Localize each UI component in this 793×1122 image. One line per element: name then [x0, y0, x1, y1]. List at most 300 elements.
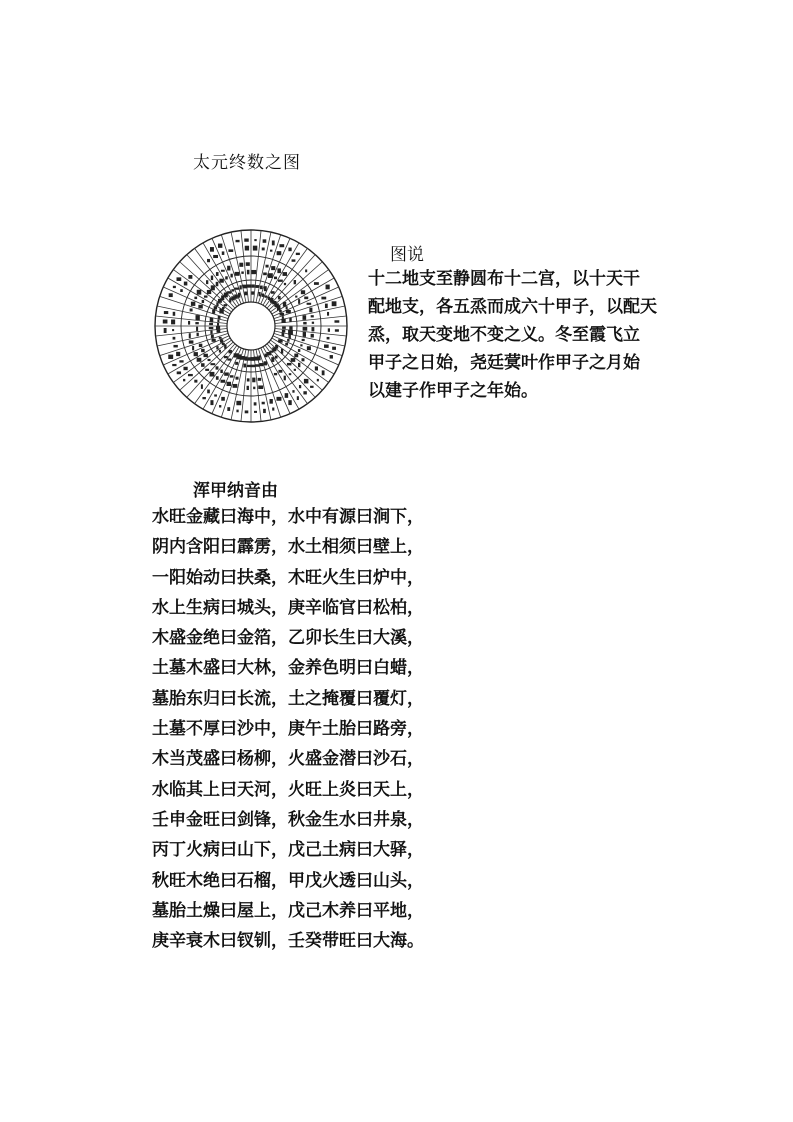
- diagram-glyph-mark: [264, 354, 267, 358]
- diagram-glyph-mark: [277, 268, 281, 273]
- diagram-glyph-mark: [227, 358, 231, 360]
- diagram-glyph-mark: [210, 331, 212, 334]
- diagram-glyph-mark: [285, 393, 288, 398]
- diagram-glyph-mark: [216, 366, 219, 369]
- diagram-glyph-mark: [262, 402, 265, 405]
- diagram-glyph-mark: [263, 239, 267, 242]
- diagram-glyph-mark: [259, 363, 263, 366]
- diagram-glyph-mark: [216, 282, 219, 286]
- diagram-glyph-mark: [197, 358, 202, 362]
- diagram-spoke: [203, 243, 239, 305]
- diagram-glyph-mark: [317, 379, 319, 381]
- diagram-glyph-mark: [230, 274, 232, 278]
- diagram-spoke: [267, 344, 315, 398]
- diagram-glyph-mark: [292, 390, 294, 393]
- diagram-glyph-mark: [279, 244, 284, 247]
- diagram-glyph-mark: [224, 304, 227, 306]
- diagram-glyph-mark: [299, 385, 301, 388]
- diagram-glyph-mark: [235, 362, 238, 365]
- diagram-glyph-mark: [307, 346, 311, 350]
- diagram-glyph-mark: [301, 290, 305, 294]
- diagram-glyph-mark: [303, 315, 307, 320]
- diagram-glyph-mark: [294, 280, 296, 284]
- diagram-glyph-mark: [282, 316, 284, 319]
- diagram-glyph-mark: [240, 285, 242, 289]
- diagram-glyph-mark: [275, 356, 278, 359]
- diagram-glyph-mark: [277, 306, 281, 311]
- diagram-glyph-mark: [231, 289, 234, 291]
- diagram-glyph-mark: [280, 313, 285, 316]
- diagram-glyph-mark: [289, 326, 292, 330]
- diagram-glyph-mark: [216, 346, 218, 349]
- diagram-glyph-mark: [258, 385, 263, 389]
- diagram-glyph-mark: [311, 315, 314, 317]
- diagram-glyph-mark: [234, 294, 238, 298]
- diagram-glyph-mark: [288, 248, 291, 252]
- verse-line: 秋旺木绝曰石榴，甲戊火透曰山头，: [152, 870, 424, 891]
- diagram-glyph-mark: [312, 322, 314, 324]
- diagram-glyph-mark: [207, 259, 210, 262]
- diagram-glyph-mark: [260, 286, 263, 290]
- diagram-glyph-mark: [262, 293, 265, 296]
- diagram-glyph-mark: [208, 359, 211, 361]
- verse-line: 土墓木盛曰大林，金养色明曰白蜡，: [152, 658, 424, 679]
- diagram-glyph-mark: [211, 335, 214, 338]
- diagram-glyph-mark: [281, 349, 283, 354]
- diagram-glyph-mark: [235, 377, 238, 380]
- diagram-glyph-mark: [291, 358, 296, 362]
- diagram-glyph-mark: [222, 343, 225, 345]
- verse-line: 木当茂盛曰杨柳，火盛金潜曰沙石，: [152, 749, 424, 770]
- diagram-spoke: [180, 342, 234, 390]
- diagram-glyph-mark: [194, 380, 197, 383]
- diagram-glyph-mark: [282, 327, 286, 329]
- diagram-glyph-mark: [224, 372, 229, 375]
- diagram-glyph-mark: [304, 297, 308, 300]
- diagram-glyph-mark: [189, 333, 191, 338]
- diagram-glyph-mark: [241, 271, 243, 273]
- diagram-spoke: [258, 349, 280, 417]
- diagram-glyph-mark: [258, 292, 260, 296]
- diagram-glyph-mark: [289, 373, 291, 375]
- twelve-palace-circle-diagram-icon: [146, 228, 356, 428]
- diagram-spoke: [254, 231, 262, 303]
- caption-line: 以建子作甲子之年始。: [368, 381, 538, 401]
- diagram-glyph-mark: [327, 337, 330, 340]
- diagram-glyph-mark: [262, 248, 265, 251]
- diagram-glyph-mark: [284, 283, 286, 285]
- diagram-glyph-mark: [335, 329, 339, 331]
- diagram-glyph-mark: [219, 405, 221, 407]
- diagram-glyph-mark: [297, 396, 299, 400]
- caption-line: 配地支，各五烝而成六十甲子，以配天: [368, 297, 657, 317]
- diagram-glyph-mark: [221, 380, 226, 383]
- diagram-glyph-mark: [288, 334, 290, 338]
- diagram-glyph-mark: [284, 376, 286, 381]
- diagram-glyph-mark: [287, 339, 289, 342]
- diagram-glyph-mark: [332, 301, 337, 306]
- diagram-glyph-mark: [251, 270, 256, 274]
- diagram-glyph-mark: [272, 408, 274, 411]
- diagram-glyph-mark: [244, 238, 248, 241]
- diagram-glyph-mark: [271, 357, 274, 362]
- diagram-glyph-mark: [254, 411, 257, 413]
- diagram-glyph-mark: [294, 369, 296, 371]
- diagram-glyph-mark: [245, 410, 249, 413]
- diagram-glyph-mark: [300, 344, 302, 346]
- diagram-glyph-mark: [304, 379, 308, 384]
- diagram-glyph-mark: [274, 373, 277, 375]
- diagram-glyph-mark: [222, 251, 225, 255]
- diagram-glyph-mark: [328, 328, 330, 331]
- diagram-glyph-mark: [210, 400, 213, 405]
- diagram-spoke: [187, 344, 235, 398]
- diagram-glyph-mark: [315, 366, 318, 370]
- diagram-glyph-mark: [189, 340, 194, 343]
- diagram-glyph-mark: [326, 285, 330, 290]
- diagram-glyph-mark: [303, 332, 306, 337]
- diagram-glyph-mark: [183, 367, 187, 370]
- diagram-glyph-mark: [244, 292, 247, 296]
- diagram-glyph-mark: [238, 293, 240, 298]
- diagram-glyph-mark: [265, 295, 268, 297]
- diagram-glyph-mark: [277, 251, 282, 255]
- diagram-glyph-mark: [224, 345, 226, 349]
- caption-line: 烝，取天变地不变之义。冬至霞飞立: [368, 325, 640, 345]
- diagram-glyph-mark: [195, 322, 198, 324]
- diagram-glyph-mark: [219, 350, 221, 353]
- verse-line: 丙丁火病曰山下，戊己土病曰大驿，: [152, 840, 424, 861]
- verse-line: 阴内含阳曰霹雳，水土相须曰壁上，: [152, 537, 424, 558]
- diagram-glyph-mark: [288, 330, 293, 335]
- diagram-glyph-mark: [183, 379, 185, 381]
- diagram-glyph-mark: [298, 299, 300, 304]
- diagram-glyph-mark: [180, 289, 183, 292]
- diagram-glyph-mark: [256, 285, 259, 288]
- diagram-glyph-mark: [194, 352, 198, 356]
- caption-heading: 图说: [390, 245, 424, 265]
- diagram-glyph-mark: [227, 291, 231, 293]
- caption-line: 十二地支至静圆布十二宫，以十天干: [368, 269, 640, 289]
- diagram-spoke: [180, 262, 234, 310]
- diagram-glyph-mark: [209, 327, 214, 329]
- diagram-glyph-mark: [218, 316, 221, 319]
- diagram-glyph-mark: [279, 310, 282, 312]
- diagram-glyph-mark: [222, 307, 225, 309]
- diagram-glyph-mark: [220, 370, 222, 373]
- diagram-spoke: [160, 296, 228, 318]
- diagram-glyph-mark: [227, 407, 230, 411]
- diagram-glyph-mark: [274, 277, 277, 280]
- diagram-glyph-mark: [197, 333, 199, 337]
- page-title: 太元终数之图: [193, 153, 301, 173]
- diagram-glyph-mark: [298, 363, 300, 367]
- diagram-glyph-mark: [278, 296, 281, 299]
- diagram-glyph-mark: [216, 272, 219, 276]
- diagram-glyph-mark: [192, 346, 194, 350]
- diagram-glyph-mark: [246, 262, 250, 266]
- diagram-glyph-mark: [255, 364, 259, 367]
- verse-body: [152, 502, 452, 956]
- diagram-glyph-mark: [247, 378, 250, 381]
- verse-line: 墓胎土燥曰屋上，戊己木养曰平地，: [152, 900, 424, 921]
- diagram-glyph-mark: [295, 296, 297, 298]
- diagram-glyph-mark: [244, 356, 247, 360]
- diagram-glyph-mark: [229, 350, 232, 353]
- diagram-glyph-mark: [276, 397, 281, 401]
- diagram-glyph-mark: [229, 298, 231, 302]
- diagram-glyph-mark: [169, 293, 173, 297]
- diagram-glyph-mark: [286, 306, 288, 309]
- diagram-glyph-mark: [264, 361, 267, 365]
- diagram-glyph-mark: [210, 363, 215, 365]
- diagram-glyph-mark: [227, 266, 230, 271]
- diagram-spoke: [274, 331, 344, 346]
- diagram-glyph-mark: [177, 277, 182, 281]
- diagram-spoke: [261, 238, 290, 304]
- diagram-glyph-mark: [264, 286, 267, 291]
- diagram-spoke: [274, 296, 342, 318]
- diagram-glyph-mark: [292, 259, 296, 261]
- diagram-glyph-mark: [221, 270, 225, 272]
- diagram-glyph-mark: [188, 321, 190, 325]
- diagram-glyph-mark: [201, 363, 204, 367]
- diagram-glyph-mark: [224, 356, 228, 358]
- verse-line: 水临其上曰天河，火旺上炎曰天上，: [152, 779, 424, 800]
- diagram-glyph-mark: [263, 409, 266, 413]
- verse-line: 水上生病曰城头，庚辛临官曰松柏，: [152, 597, 424, 618]
- diagram-glyph-mark: [285, 343, 288, 346]
- diagram-glyph-mark: [236, 240, 240, 242]
- diagram-glyph-mark: [168, 355, 173, 359]
- diagram-glyph-mark: [164, 328, 167, 333]
- diagram-glyph-mark: [281, 319, 285, 323]
- diagram-spoke: [157, 331, 227, 346]
- diagram-glyph-mark: [321, 297, 326, 300]
- diagram-glyph-mark: [270, 399, 273, 404]
- diagram-glyph-mark: [271, 291, 275, 294]
- diagram-glyph-mark: [302, 358, 305, 361]
- diagram-glyph-mark: [204, 295, 208, 297]
- diagram-glyph-mark: [214, 306, 217, 309]
- diagram-glyph-mark: [228, 249, 233, 252]
- diagram-glyph-mark: [234, 353, 239, 357]
- diagram-glyph-mark: [311, 334, 314, 338]
- diagram-glyph-mark: [294, 354, 298, 358]
- verse-title: 浑甲纳音由: [193, 481, 278, 501]
- diagram-spoke: [267, 255, 315, 309]
- verse-line: 壬申金旺曰剑锋，秋金生水曰井泉，: [152, 809, 424, 830]
- diagram-glyph-mark: [282, 333, 285, 337]
- diagram-glyph-mark: [258, 378, 262, 381]
- diagram-glyph-mark: [247, 270, 250, 275]
- diagram-glyph-mark: [210, 372, 215, 377]
- diagram-glyph-mark: [245, 246, 249, 251]
- diagram-glyph-mark: [196, 327, 198, 331]
- diagram-glyph-mark: [254, 239, 256, 241]
- diagram-glyph-mark: [311, 327, 314, 331]
- diagram-glyph-mark: [327, 312, 329, 316]
- diagram-glyph-mark: [236, 410, 238, 413]
- diagram-glyph-mark: [202, 300, 204, 303]
- diagram-glyph-mark: [213, 255, 218, 258]
- diagram-glyph-mark: [188, 275, 192, 279]
- diagram-glyph-mark: [173, 345, 177, 348]
- diagram-glyph-mark: [234, 288, 238, 290]
- diagram-glyph-mark: [236, 401, 241, 405]
- verse-line: 墓胎东归曰长流，土之掩覆曰覆灯，: [152, 688, 424, 709]
- diagram-glyph-mark: [219, 279, 223, 283]
- diagram-glyph-mark: [214, 394, 217, 396]
- diagram-glyph-mark: [283, 302, 286, 307]
- diagram-glyph-mark: [201, 349, 204, 352]
- verse-line: 木盛金绝曰金箔，乙卯长生曰大溪，: [152, 628, 424, 649]
- diagram-glyph-mark: [242, 285, 247, 289]
- verse-line: 水旺金藏曰海中，水中有源曰涧下，: [152, 507, 424, 527]
- diagram-glyph-mark: [271, 266, 275, 270]
- diagram-glyph-mark: [252, 378, 255, 383]
- diagram-glyph-mark: [227, 382, 231, 386]
- diagram-glyph-mark: [278, 280, 283, 282]
- diagram-glyph-mark: [270, 250, 272, 252]
- diagram-glyph-mark: [201, 384, 203, 389]
- diagram-glyph-mark: [171, 319, 175, 324]
- diagram-glyph-mark: [303, 327, 308, 331]
- diagram-glyph-mark: [198, 305, 202, 309]
- diagram-glyph-mark: [310, 386, 313, 388]
- diagram-spoke: [187, 255, 235, 309]
- diagram-glyph-mark: [251, 284, 254, 287]
- diagram-glyph-mark: [219, 337, 222, 339]
- diagram-glyph-mark: [217, 323, 219, 326]
- diagram-glyph-mark: [172, 364, 176, 366]
- diagram-glyph-mark: [278, 370, 282, 373]
- diagram-glyph-mark: [217, 320, 219, 322]
- diagram-glyph-mark: [176, 352, 180, 356]
- diagram-glyph-mark: [307, 303, 312, 305]
- diagram-glyph-mark: [263, 272, 267, 275]
- diagram-glyph-mark: [247, 386, 249, 390]
- diagram-glyph-mark: [191, 302, 195, 306]
- diagram-glyph-mark: [282, 330, 285, 333]
- diagram-glyph-mark: [272, 240, 275, 245]
- diagram-glyph-mark: [298, 349, 300, 352]
- diagram-glyph-mark: [254, 402, 257, 405]
- diagram-glyph-mark: [220, 339, 223, 342]
- diagram-glyph-mark: [163, 320, 168, 324]
- diagram-glyph-mark: [251, 291, 254, 294]
- diagram-glyph-mark: [197, 290, 202, 295]
- diagram-spoke: [274, 333, 342, 355]
- diagram-glyph-mark: [286, 310, 291, 313]
- caption-line: 甲子之日始，尧廷蓂叶作甲子之月始: [368, 353, 640, 373]
- diagram-glyph-mark: [212, 310, 215, 314]
- diagram-glyph-mark: [210, 318, 214, 322]
- diagram-glyph-mark: [303, 391, 306, 394]
- diagram-glyph-mark: [258, 355, 260, 360]
- verse-line: 庚辛衰木曰钗钏，壬癸带旺曰大海。: [152, 931, 424, 952]
- verse-line: 土墓不厚曰沙中，庚午土胎曰路旁，: [152, 719, 424, 740]
- diagram-glyph-mark: [322, 370, 325, 375]
- diagram-spoke: [231, 232, 246, 302]
- diagram-glyph-mark: [211, 276, 213, 281]
- diagram-glyph-mark: [235, 272, 240, 276]
- diagram-glyph-mark: [251, 365, 255, 368]
- diagram-spoke: [269, 262, 323, 310]
- diagram-glyph-mark: [205, 369, 209, 371]
- diagram-glyph-mark: [207, 290, 211, 294]
- diagram-glyph-mark: [296, 253, 300, 255]
- diagram-glyph-mark: [177, 371, 181, 374]
- diagram-glyph-mark: [216, 326, 220, 330]
- diagram-glyph-mark: [164, 311, 168, 314]
- diagram-glyph-mark: [303, 322, 306, 324]
- diagram-glyph-mark: [289, 318, 291, 322]
- diagram-glyph-mark: [265, 265, 268, 268]
- diagram-glyph-mark: [188, 374, 193, 376]
- diagram-glyph-mark: [288, 400, 291, 405]
- diagram-glyph-mark: [196, 315, 200, 320]
- diagram-spoke: [272, 278, 334, 314]
- diagram-glyph-mark: [330, 355, 333, 358]
- diagram-glyph-mark: [209, 323, 213, 325]
- diagram-glyph-mark: [247, 284, 251, 287]
- diagram-glyph-mark: [211, 285, 215, 290]
- circle-diagram: [146, 228, 356, 428]
- diagram-glyph-mark: [219, 309, 223, 314]
- diagram-glyph-mark: [253, 387, 255, 389]
- diagram-glyph-mark: [221, 397, 225, 401]
- diagram-glyph-mark: [203, 354, 207, 357]
- diagram-spoke: [269, 342, 323, 390]
- diagram-glyph-mark: [309, 308, 312, 313]
- diagram-glyph-mark: [247, 357, 251, 360]
- diagram-glyph-mark: [217, 330, 221, 333]
- diagram-glyph-mark: [179, 360, 183, 362]
- diagram-glyph-mark: [172, 329, 174, 331]
- diagram-glyph-mark: [253, 246, 257, 251]
- verse-line: 一阳始动曰扶桑，木旺火生曰炉中，: [152, 567, 424, 588]
- diagram-glyph-mark: [216, 302, 218, 306]
- diagram-glyph-mark: [278, 339, 283, 342]
- diagram-glyph-mark: [202, 397, 205, 399]
- diagram-glyph-mark: [287, 363, 291, 366]
- diagram-glyph-mark: [325, 304, 328, 308]
- caption-text: [368, 265, 678, 405]
- diagram-glyph-mark: [216, 376, 219, 380]
- diagram-glyph-mark: [324, 344, 329, 347]
- diagram-glyph-mark: [233, 384, 238, 388]
- diagram-glyph-mark: [206, 280, 208, 284]
- diagram-glyph-mark: [173, 337, 176, 340]
- diagram-glyph-mark: [283, 272, 287, 276]
- diagram-glyph-mark: [173, 312, 176, 316]
- diagram-spoke: [258, 235, 280, 303]
- diagram-glyph-mark: [173, 286, 176, 288]
- diagram-glyph-mark: [190, 308, 193, 311]
- diagram-glyph-mark: [314, 282, 319, 285]
- diagram-glyph-mark: [302, 339, 305, 341]
- diagram-glyph-mark: [207, 390, 210, 394]
- diagram-spoke: [203, 347, 239, 409]
- diagram-glyph-mark: [268, 297, 270, 300]
- diagram-glyph-mark: [194, 297, 197, 299]
- diagram-glyph-mark: [199, 344, 202, 347]
- diagram-glyph-mark: [247, 365, 252, 367]
- diagram-glyph-mark: [305, 269, 307, 272]
- diagram-glyph-mark: [332, 347, 336, 350]
- diagram-glyph-mark: [334, 320, 339, 322]
